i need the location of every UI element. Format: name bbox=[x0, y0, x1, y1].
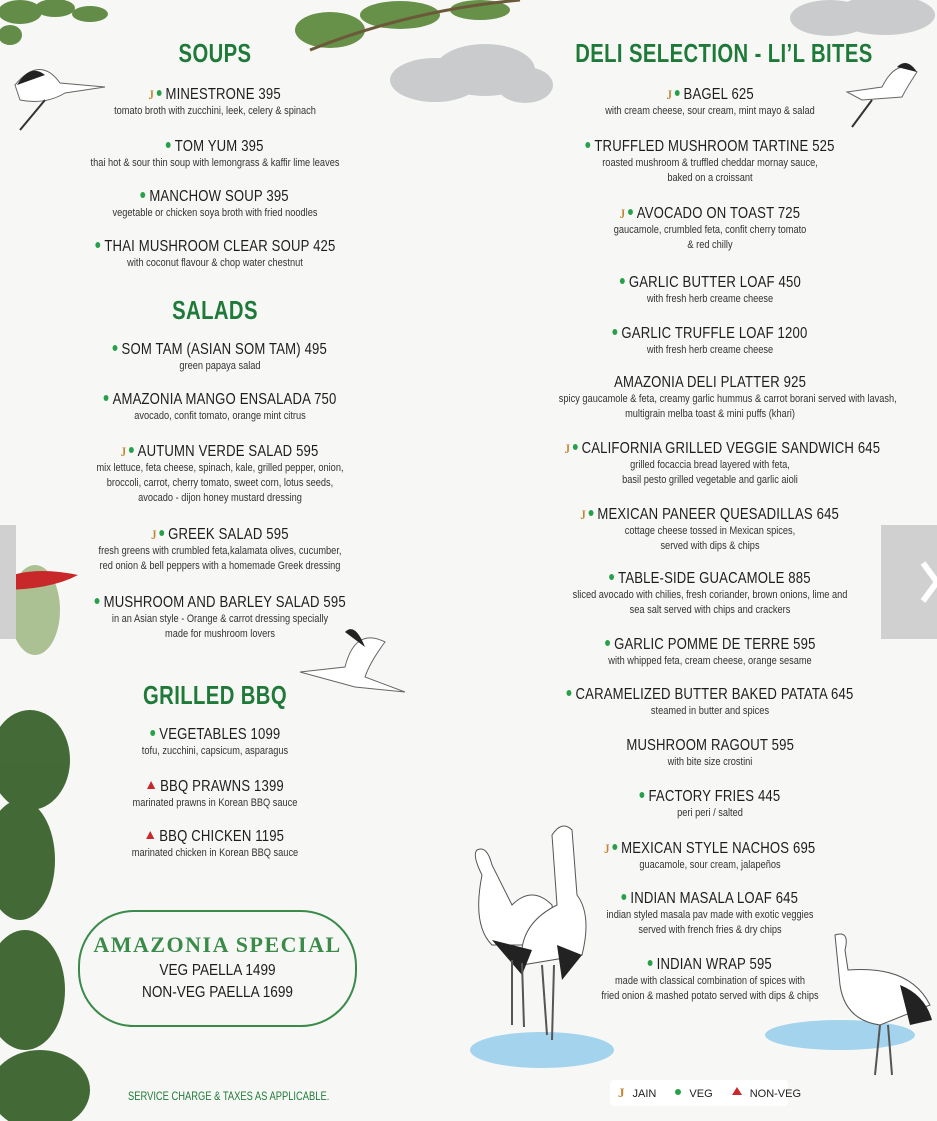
menu-item-description: marinated prawns in Korean BBQ sauce bbox=[132, 797, 298, 809]
legend-jain: J JAIN bbox=[618, 1085, 657, 1100]
menu-item bbox=[530, 956, 890, 1004]
menu-item-name: BBQ CHICKEN 1195 bbox=[146, 828, 284, 846]
veg-dot-icon bbox=[605, 640, 610, 646]
veg-dot-icon bbox=[675, 1089, 681, 1095]
jain-icon: J bbox=[148, 87, 155, 102]
veg-dot-icon bbox=[628, 209, 633, 215]
menu-item bbox=[530, 374, 897, 422]
menu-item bbox=[55, 594, 385, 642]
menu-item bbox=[55, 778, 375, 811]
veg-paella-item: VEG PAELLA 1499 bbox=[159, 962, 276, 979]
menu-item-description: tomato broth with zucchini, leek, celery & spinach bbox=[114, 105, 316, 117]
soups-heading: SOUPS bbox=[178, 38, 252, 68]
cloud-top-right bbox=[790, 0, 937, 42]
menu-item-description: grilled focaccia bread layered with feta, bbox=[630, 459, 790, 471]
veg-dot-icon bbox=[129, 447, 134, 453]
menu-item bbox=[530, 788, 890, 821]
menu-item bbox=[55, 828, 375, 861]
menu-item-description: sliced avocado with chilies, fresh coriander, brown onions, lime and bbox=[572, 589, 848, 601]
menu-item-name: AMAZONIA MANGO ENSALADA 750 bbox=[104, 391, 337, 409]
menu-item-description: fresh greens with crumbled feta,kalamata olives, cucumber, bbox=[98, 545, 342, 557]
menu-item-name: J CALIFORNIA GRILLED VEGGIE SANDWICH 645 bbox=[564, 440, 881, 457]
menu-item-name: CARAMELIZED BUTTER BAKED PATATA 645 bbox=[567, 686, 854, 704]
nonveg-triangle-icon bbox=[146, 831, 154, 839]
veg-dot-icon bbox=[159, 530, 164, 536]
menu-item-description: indian styled masala pav made with exotic veggies bbox=[606, 909, 814, 921]
menu-item bbox=[55, 391, 385, 424]
veg-dot-icon bbox=[95, 242, 100, 248]
menu-item-name: GARLIC BUTTER LOAF 450 bbox=[619, 274, 800, 292]
menu-item-name: TRUFFLED MUSHROOM TARTINE 525 bbox=[585, 138, 834, 156]
menu-item-name: BBQ PRAWNS 1399 bbox=[147, 778, 284, 796]
menu-item bbox=[55, 86, 375, 119]
menu-item bbox=[55, 138, 375, 171]
menu-item-name: J AVOCADO ON TOAST 725 bbox=[619, 205, 801, 222]
menu-item-description: roasted mushroom & truffled cheddar mornay sauce, bbox=[602, 157, 818, 169]
menu-item bbox=[530, 686, 890, 719]
veg-dot-icon bbox=[648, 960, 653, 966]
veg-dot-icon bbox=[166, 142, 171, 148]
menu-item-name: SOM TAM (ASIAN SOM TAM) 495 bbox=[113, 341, 327, 359]
legend-nonveg: NON-VEG bbox=[728, 1088, 805, 1100]
menu-item bbox=[55, 526, 385, 574]
menu-item-description: sea salt served with chips and crackers bbox=[629, 604, 791, 616]
menu-item bbox=[55, 188, 375, 221]
jain-icon: J bbox=[619, 206, 626, 221]
menu-item-description: marinated chicken in Korean BBQ sauce bbox=[131, 847, 299, 859]
menu-item-description: with whipped feta, cream cheese, orange sesame bbox=[608, 655, 812, 667]
menu-item-name: GARLIC TRUFFLE LOAF 1200 bbox=[612, 325, 807, 343]
menu-item bbox=[530, 205, 890, 253]
menu-item-description: with fresh herb creame cheese bbox=[646, 293, 774, 305]
deli-selection-heading: DELI SELECTION - LI’L BITES bbox=[575, 38, 873, 68]
veg-dot-icon bbox=[141, 192, 146, 198]
menu-item-name: MUSHROOM RAGOUT 595 bbox=[626, 737, 794, 754]
legend-veg: VEG bbox=[671, 1088, 716, 1100]
veg-dot-icon bbox=[609, 574, 614, 580]
amazonia-special-title: AMAZONIA SPECIAL bbox=[93, 932, 342, 957]
menu-item bbox=[530, 737, 890, 770]
menu-item bbox=[530, 570, 890, 618]
menu-item-name: TABLE-SIDE GUACAMOLE 885 bbox=[609, 570, 811, 588]
menu-item-name: AMAZONIA DELI PLATTER 925 bbox=[614, 374, 806, 391]
menu-item-description: avocado - dijon honey mustard dressing bbox=[138, 492, 302, 504]
menu-item-description: tofu, zucchini, capsicum, asparagus bbox=[141, 745, 289, 757]
menu-item bbox=[530, 325, 890, 358]
menu-item-description: avocado, confit tomato, orange mint citrus bbox=[134, 410, 306, 422]
jain-icon: J bbox=[564, 441, 571, 456]
jain-icon: J bbox=[580, 507, 587, 522]
menu-item-description: with cream cheese, sour cream, mint mayo & salad bbox=[605, 105, 815, 117]
menu-item-description: made with classical combination of spices with bbox=[614, 975, 806, 987]
menu-item-name: J AUTUMN VERDE SALAD 595 bbox=[121, 443, 319, 460]
menu-item-description: in an Asian style - Orange & carrot dressing specially bbox=[111, 613, 329, 625]
menu-item-description: made for mushroom lovers bbox=[165, 628, 275, 640]
menu-item-name: FACTORY FRIES 445 bbox=[640, 788, 781, 806]
menu-item-description: served with dips & chips bbox=[660, 540, 760, 552]
nonveg-triangle-icon bbox=[147, 781, 155, 789]
menu-item-name: GARLIC POMME DE TERRE 595 bbox=[605, 636, 815, 654]
veg-dot-icon bbox=[573, 444, 578, 450]
jain-icon: J bbox=[604, 841, 610, 856]
amazonia-special-box bbox=[78, 910, 357, 1027]
menu-item-description: fried onion & mashed potato served with dips & chips bbox=[601, 990, 819, 1002]
menu-item-description: with coconut flavour & chop water chestnut bbox=[127, 257, 303, 269]
menu-item-name: TOM YUM 395 bbox=[166, 138, 264, 156]
menu-item-description: thai hot & sour thin soup with lemongrass & kaffir lime leaves bbox=[90, 157, 340, 169]
menu-item bbox=[55, 341, 385, 374]
menu-item-description: vegetable or chicken soya broth with fried noodles bbox=[112, 207, 318, 219]
menu-item-description: with bite size crostini bbox=[667, 756, 753, 768]
menu-item-description: broccoli, carrot, cherry tomato, sweet corn, lotus seeds, bbox=[106, 477, 334, 489]
veg-dot-icon bbox=[585, 142, 590, 148]
menu-item-name: J MEXICAN STYLE NACHOS 695 bbox=[604, 840, 816, 857]
menu-item-description: cottage cheese tossed in Mexican spices, bbox=[624, 525, 796, 537]
menu-item bbox=[530, 840, 890, 873]
veg-dot-icon bbox=[612, 844, 617, 850]
menu-item-description: with fresh herb creame cheese bbox=[646, 344, 774, 356]
menu-item-name: THAI MUSHROOM CLEAR SOUP 425 bbox=[95, 238, 335, 256]
grilled-bbq-heading: GRILLED BBQ bbox=[142, 680, 287, 710]
menu-item bbox=[530, 274, 890, 307]
menu-item bbox=[530, 440, 890, 488]
jain-icon: J bbox=[121, 444, 127, 459]
menu-item-description: baked on a croissant bbox=[667, 172, 753, 184]
menu-item bbox=[55, 443, 385, 506]
menu-item bbox=[530, 636, 890, 669]
menu-item-name: J BAGEL 625 bbox=[666, 86, 754, 103]
menu-item-name: MANCHOW SOUP 395 bbox=[141, 188, 289, 206]
jain-icon: J bbox=[151, 527, 157, 542]
non-veg-paella-item: NON-VEG PAELLA 1699 bbox=[142, 984, 293, 1001]
salads-heading: SALADS bbox=[172, 295, 258, 325]
menu-item-description: red onion & bell peppers with a homemade Greek dressing bbox=[99, 560, 341, 572]
menu-item-name: INDIAN WRAP 595 bbox=[648, 956, 772, 974]
veg-dot-icon bbox=[150, 730, 155, 736]
menu-item-description: multigrain melba toast & mini puffs (khari) bbox=[625, 408, 795, 420]
menu-item-name: VEGETABLES 1099 bbox=[150, 726, 280, 744]
jain-icon: J bbox=[666, 87, 672, 102]
menu-item-description: gaucamole, crumbled feta, confit cherry tomato bbox=[613, 224, 807, 236]
veg-dot-icon bbox=[612, 329, 617, 335]
menu-item bbox=[530, 138, 890, 186]
menu-item-description: guacamole, sour cream, jalapeños bbox=[639, 859, 781, 871]
menu-item-description: peri peri / salted bbox=[677, 807, 743, 819]
menu-item bbox=[55, 238, 375, 271]
veg-dot-icon bbox=[94, 598, 99, 604]
veg-dot-icon bbox=[622, 894, 627, 900]
veg-dot-icon bbox=[589, 510, 594, 516]
menu-item-name: J MINESTRONE 395 bbox=[148, 86, 282, 103]
menu-item-description: steamed in butter and spices bbox=[650, 705, 770, 717]
menu-item-name: J MEXICAN PANEER QUESADILLAS 645 bbox=[580, 506, 840, 523]
menu-item bbox=[530, 86, 890, 119]
veg-dot-icon bbox=[567, 690, 572, 696]
menu-item bbox=[55, 726, 375, 759]
menu-item-name: J GREEK SALAD 595 bbox=[151, 526, 289, 543]
veg-dot-icon bbox=[157, 90, 162, 96]
menu-item bbox=[530, 506, 890, 554]
menu-item-description: served with french fries & dry chips bbox=[638, 924, 782, 936]
veg-dot-icon bbox=[619, 278, 624, 284]
veg-dot-icon bbox=[640, 792, 645, 798]
service-charge-note: SERVICE CHARGE & TAXES AS APPLICABLE. bbox=[128, 1089, 330, 1103]
menu-item-description: & red chilly bbox=[687, 239, 733, 251]
veg-dot-icon bbox=[113, 345, 118, 351]
menu-item-description: green papaya salad bbox=[179, 360, 261, 372]
menu-item-name: MUSHROOM AND BARLEY SALAD 595 bbox=[94, 594, 345, 612]
veg-dot-icon bbox=[104, 395, 109, 401]
dietary-legend bbox=[610, 1080, 802, 1106]
nonveg-triangle-icon bbox=[732, 1087, 742, 1095]
menu-item-description: mix lettuce, feta cheese, spinach, kale, grilled pepper, onion, bbox=[96, 462, 344, 474]
menu-item-name: INDIAN MASALA LOAF 645 bbox=[622, 890, 799, 908]
left-scroll-tab[interactable] bbox=[0, 525, 16, 639]
menu-item bbox=[530, 890, 890, 938]
menu-item-description: spicy gaucamole & feta, creamy garlic hummus & carrot borani served with lavash, bbox=[558, 393, 897, 405]
veg-dot-icon bbox=[674, 90, 679, 96]
menu-item-description: basil pesto grilled vegetable and garlic aioli bbox=[622, 474, 798, 486]
